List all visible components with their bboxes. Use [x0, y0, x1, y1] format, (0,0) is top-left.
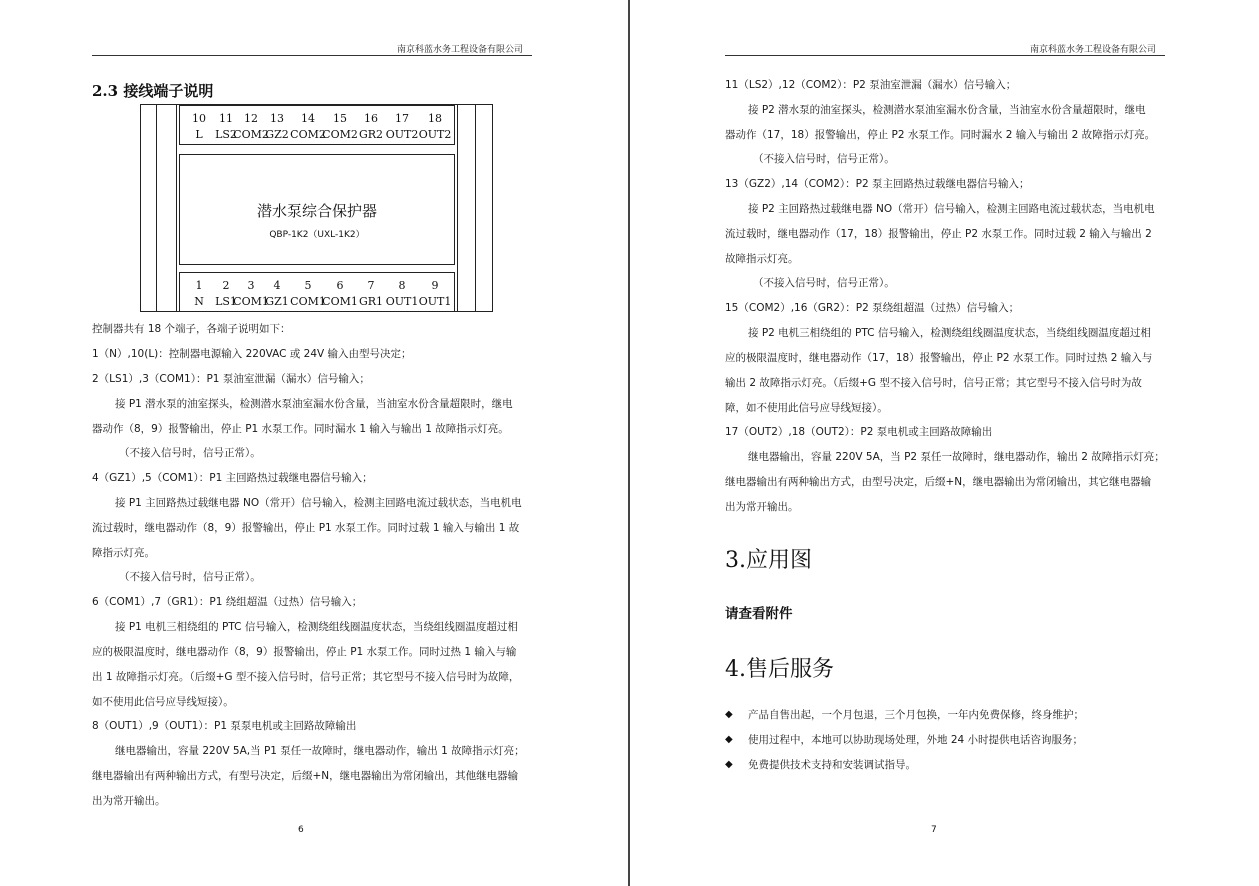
- terminal-number: 10: [192, 112, 206, 125]
- terminal-label: LS2: [215, 128, 237, 141]
- diamond-bullet-icon: ◆: [725, 709, 733, 720]
- body-line: 流过载时，继电器动作（8，9）报警输出，停止 P1 水泵工作。同时过载 1 输入与输出 1 故: [92, 522, 520, 534]
- terminal-diagram: [140, 104, 493, 312]
- body-line: 器动作（8，9）报警输出，停止 P1 水泵工作。同时漏水 1 输入与输出 1 故障指示灯亮。: [92, 423, 509, 435]
- body-line: （不接入信号时，信号正常）。: [119, 447, 261, 459]
- terminal-number: 14: [301, 112, 315, 125]
- terminal-number: 3: [247, 279, 255, 292]
- terminal-label: OUT1: [385, 295, 419, 308]
- list-item: 产品自售出起，一个月包退，三个月包换，一年内免费保修，终身维护；: [748, 709, 1084, 721]
- section-3-title: 3.应用图: [725, 548, 812, 573]
- terminal-number: 6: [336, 279, 344, 292]
- diamond-bullet-icon: ◆: [725, 759, 733, 770]
- diamond-bullet-icon: ◆: [725, 734, 733, 745]
- list-item: 免费提供技术支持和安装调试指导。: [748, 759, 916, 771]
- body-line: 接 P2 电机三相绕组的 PTC 信号输入，检测绕组线圈温度状态，当绕组线圈温度超过相: [748, 327, 1151, 339]
- terminal-number: 4: [273, 279, 281, 292]
- terminal-number: 18: [428, 112, 442, 125]
- body-line: 继电器输出，容量 220V 5A，当 P2 泵任一故障时，继电器动作，输出 2 故障指示灯亮；: [748, 451, 1165, 463]
- device-name: 潜水泵综合保护器: [256, 202, 377, 220]
- terminal-number: 7: [367, 279, 375, 292]
- terminal-number: 11: [219, 112, 233, 125]
- body-line: 11（LS2）,12（COM2）：P2 泵油室泄漏（漏水）信号输入；: [725, 79, 1017, 91]
- terminal-label: COM2: [233, 128, 269, 141]
- body-line: 接 P1 潜水泵的油室探头，检测潜水泵油室漏水份含量，当油室水份含量超限时，继电: [115, 398, 513, 410]
- body-line: 接 P1 主回路热过载继电器 NO（常开）信号输入，检测主回路电流过载状态，当电机电: [115, 497, 522, 509]
- body-line: （不接入信号时，信号正常）。: [753, 153, 895, 165]
- bottom-terminal-block: [179, 272, 455, 312]
- body-line: 器动作（17，18）报警输出，停止 P2 水泵工作。同时漏水 2 输入与输出 2 故障指示灯亮。: [725, 129, 1156, 141]
- terminal-label: COM2: [322, 128, 358, 141]
- terminal-number: 8: [398, 279, 406, 292]
- page-number: 7: [931, 825, 937, 835]
- body-line: 13（GZ2）,14（COM2）：P2 泵主回路热过载继电器信号输入；: [725, 178, 1030, 190]
- terminal-number: 12: [244, 112, 258, 125]
- page-header: 南京科蓝水务工程设备有限公司: [1030, 45, 1157, 55]
- body-line: 输出 2 故障指示灯亮。（后缀+G 型不接入信号时，信号正常；其它型号不接入信号时为故: [725, 377, 1142, 389]
- terminal-label: OUT2: [385, 128, 419, 141]
- page-left: [0, 0, 628, 886]
- body-line: 出为常开输出。: [725, 501, 799, 513]
- page-right: [630, 0, 1259, 886]
- page-header: 南京科蓝水务工程设备有限公司: [397, 45, 524, 55]
- device-box: [179, 154, 455, 265]
- body-line: 出 1 故障指示灯亮。（后缀+G 型不接入信号时，信号正常；其它型号不接入信号时为故障，: [92, 671, 520, 683]
- section-4-title: 4.售后服务: [725, 657, 834, 682]
- terminal-number: 16: [364, 112, 378, 125]
- body-line: 流过载时，继电器动作（17，18）报警输出，停止 P2 水泵工作。同时过载 2 输入与输出 2: [725, 228, 1152, 240]
- body-line: 6（COM1）,7（GR1）：P1 绕组超温（过热）信号输入；: [92, 596, 363, 608]
- body-line: 接 P2 潜水泵的油室探头，检测潜水泵油室漏水份含量，当油室水份含量超限时，继电: [748, 104, 1146, 116]
- terminal-label: COM1: [233, 295, 269, 308]
- terminal-number: 2: [222, 279, 230, 292]
- body-line: （不接入信号时，信号正常）。: [119, 571, 261, 583]
- terminal-number: 17: [395, 112, 409, 125]
- body-line: 出为常开输出。: [92, 795, 166, 807]
- terminal-label: OUT2: [418, 128, 452, 141]
- terminal-number: 15: [333, 112, 347, 125]
- body-line: 2（LS1）,3（COM1）：P1 泵油室泄漏（漏水）信号输入；: [92, 373, 370, 385]
- terminal-number: 9: [431, 279, 439, 292]
- terminal-label: OUT1: [418, 295, 452, 308]
- body-line: 障指示灯亮。: [92, 547, 155, 559]
- terminal-label: COM1: [322, 295, 358, 308]
- top-terminal-block: [179, 105, 455, 145]
- body-line: （不接入信号时，信号正常）。: [753, 277, 895, 289]
- body-line: 故障指示灯亮。: [725, 253, 799, 265]
- terminal-number: 13: [270, 112, 284, 125]
- body-line: 继电器输出，容量 220V 5A,当 P1 泵任一故障时，继电器动作，输出 1 故障指示灯亮；: [115, 745, 525, 757]
- list-item: 使用过程中，本地可以协助现场处理，外地 24 小时提供电话咨询服务；: [748, 734, 1084, 746]
- terminal-label: GZ1: [265, 295, 289, 308]
- terminal-label: GZ2: [265, 128, 289, 141]
- body-line: 继电器输出有两种输出方式，由型号决定，后缀+N，继电器输出为常闭输出，其它继电器输: [725, 476, 1152, 488]
- body-line: 应的极限温度时，继电器动作（17，18）报警输出，停止 P2 水泵工作。同时过热 2 输入与: [725, 352, 1153, 364]
- body-line: 1（N）,10(L)：控制器电源输入 220VAC 或 24V 输入由型号决定；: [92, 348, 412, 360]
- terminal-number: 5: [304, 279, 312, 292]
- page-number: 6: [298, 825, 304, 835]
- device-model: QBP-1K2（UXL-1K2）: [269, 230, 365, 240]
- terminal-label: COM1: [290, 295, 326, 308]
- terminal-label: LS1: [215, 295, 237, 308]
- body-line: 继电器输出有两种输出方式，有型号决定，后缀+N，继电器输出为常闭输出，其他继电器输: [92, 770, 519, 782]
- body-line: 障，如不使用此信号应导线短接）。: [725, 402, 888, 414]
- terminal-number: 1: [195, 279, 203, 292]
- terminal-label: L: [195, 128, 203, 141]
- section-3-subtitle: 请查看附件: [725, 606, 793, 622]
- body-line: 4（GZ1）,5（COM1）：P1 主回路热过载继电器信号输入；: [92, 472, 373, 484]
- body-line: 接 P1 电机三相绕组的 PTC 信号输入，检测绕组线圈温度状态，当绕组线圈温度超过相: [115, 621, 518, 633]
- terminal-label: N: [194, 295, 204, 308]
- section-title: 2.3 接线端子说明: [92, 82, 214, 100]
- body-line: 17（OUT2）,18（OUT2）：P2 泵电机或主回路故障输出: [725, 426, 993, 438]
- body-line: 接 P2 主回路热过载继电器 NO（常开）信号输入，检测主回路电流过载状态，当电机电: [748, 203, 1155, 215]
- terminal-label: COM2: [290, 128, 326, 141]
- body-line: 15（COM2）,16（GR2）：P2 泵绕组超温（过热）信号输入；: [725, 302, 1020, 314]
- header-rule: [725, 55, 1165, 56]
- header-rule: [92, 55, 532, 56]
- body-line: 8（OUT1）,9（OUT1）：P1 泵泵电机或主回路故障输出: [92, 720, 357, 732]
- body-line: 控制器共有 18 个端子，各端子说明如下：: [92, 323, 291, 335]
- terminal-label: GR1: [358, 295, 384, 308]
- terminal-label: GR2: [358, 128, 384, 141]
- body-line: 如不使用此信号应导线短接）。: [92, 696, 234, 708]
- body-line: 应的极限温度时，继电器动作（8，9）报警输出，停止 P1 水泵工作。同时过热 1 输入与输: [92, 646, 517, 658]
